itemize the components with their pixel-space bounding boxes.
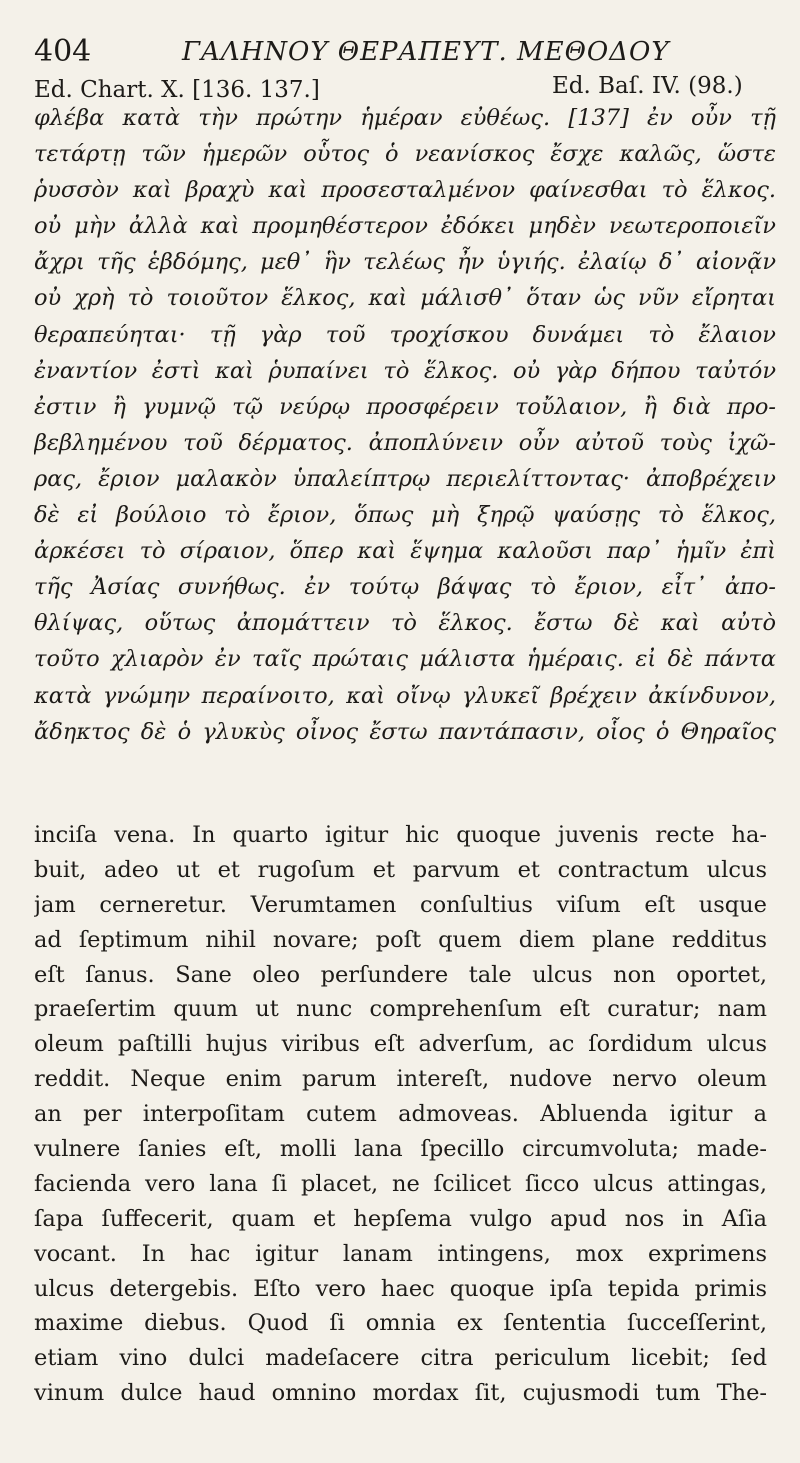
latin-text-line: maxime diebus. Quod ſi omnia ex ſententia ſucceſſerint, xyxy=(34,1310,767,1337)
greek-text-line: οὐ χρὴ τὸ τοιοῦτον ἕλκος, καὶ μάλισθ᾽ ὅταν ὡς νῦν εἴρηται xyxy=(34,285,776,312)
latin-text-line: vinum dulce haud omnino mordax ſit, cujusmodi tum The- xyxy=(34,1380,767,1407)
greek-text-line: ἀρκέσει τὸ σίραιον, ὅπερ καὶ ἕψημα καλοῦσι παρ᾽ ἡμῖν ἐπὶ xyxy=(34,538,776,565)
latin-text-line: ſapa ſuffecerit, quam et hepſema vulgo apud nos in Aſia xyxy=(34,1205,767,1232)
latin-text-line: ulcus detergebis. Eſto vero haec quoque ipſa tepida primis xyxy=(34,1275,767,1302)
latin-text-line: vocant. In hac igitur lanam intingens, mox exprimens xyxy=(34,1240,767,1267)
greek-text-line: ἐναντίον ἐστὶ καὶ ῥυπαίνει τὸ ἕλκος. οὐ γὰρ δήπου ταὐτόν xyxy=(34,357,776,384)
latin-text-block xyxy=(34,818,767,1411)
greek-text-line: δὲ εἰ βούλοιο τὸ ἔριον, ὅπως μὴ ξηρῷ ψαύσῃς τὸ ἕλκος, xyxy=(34,502,776,529)
greek-text-line: οὐ μὴν ἀλλὰ καὶ προμηθέστερον ἐδόκει μηδὲν νεωτεροποιεῖν xyxy=(34,213,776,240)
page-number: 404 xyxy=(34,34,92,69)
greek-text-line: φλέβα κατὰ τὴν πρώτην ἡμέραν εὐθέως. [137] ἐν οὖν τῇ xyxy=(34,105,776,131)
greek-text-line: ἄδηκτος δὲ ὁ γλυκὺς οἶνος ἔστω παντάπασιν, οἷος ὁ Θηραῖος xyxy=(34,718,776,745)
latin-text-line: vulnere ſanies eſt, molli lana ſpecillo circumvoluta; made- xyxy=(34,1136,767,1163)
greek-text-line: τετάρτῃ τῶν ἡμερῶν οὗτος ὁ νεανίσκος ἔσχε καλῶς, ὥστε xyxy=(34,141,776,168)
greek-text-line: τῆς Ἀσίας συνήθως. ἐν τούτῳ βάψας τὸ ἔριον, εἶτ᾽ ἀπο- xyxy=(34,574,776,601)
latin-text-line: jam cerneretur. Verumtamen conſultius viſum eſt usque xyxy=(34,891,767,918)
latin-text-line: an per interpoſitam cutem admoveas. Abluenda igitur a xyxy=(34,1101,767,1128)
edition-reference-chartier: Ed. Chart. X. [136. 137.] xyxy=(34,77,320,103)
latin-text-line: oleum paſtilli hujus viribus eſt adverſum, ac ſordidum ulcus xyxy=(34,1031,767,1058)
greek-text-line: ἄχρι τῆς ἑβδόμης, μεθ᾽ ἣν τελέως ἦν ὑγιής. ἐλαίῳ δ᾽ αἰονᾷν xyxy=(34,249,776,276)
greek-text-line: κατὰ γνώμην περαίνοιτο, καὶ οἴνῳ γλυκεῖ βρέχειν ἀκίνδυνον, xyxy=(34,682,776,709)
latin-text-line: reddit. Neque enim parum intereſt, nudove nervo oleum xyxy=(34,1066,767,1093)
latin-text-line: eſt ſanus. Sane oleo perſundere tale ulcus non oportet, xyxy=(34,961,767,988)
latin-text-line: praeſertim quum ut nunc comprehenſum eſt curatur; nam xyxy=(34,996,767,1023)
greek-text-line: θλίψας, οὕτως ἀπομάττειν τὸ ἕλκος. ἔστω δὲ καὶ αὐτὸ xyxy=(34,610,776,637)
latin-text-line: inciſa vena. In quarto igitur hic quoque juvenis recte ha- xyxy=(34,822,767,848)
greek-text-line: ῥυσσὸν καὶ βραχὺ καὶ προσεσταλμένον φαίνεσθαι τὸ ἕλκος. xyxy=(34,177,776,204)
greek-text-line: ἐστιν ἢ γυμνῷ τῷ νεύρῳ προσφέρειν τοὔλαιον, ἢ διὰ προ- xyxy=(34,393,776,420)
page-header xyxy=(34,28,774,68)
latin-text-line: buit, adeo ut et rugoſum et parvum et contractum ulcus xyxy=(34,856,767,883)
greek-text-line: ρας, ἔριον μαλακὸν ὑπαλείπτρῳ περιελίττοντας· ἀποβρέχειν xyxy=(34,465,776,492)
edition-reference-basel: Ed. Baſ. IV. (98.) xyxy=(552,73,743,99)
greek-text-block xyxy=(34,100,776,750)
greek-text-line: τοῦτο χλιαρὸν ἐν ταῖς πρώταις μάλιστα ἡμέραις. εἰ δὲ πάντα xyxy=(34,646,776,673)
latin-text-line: ad ſeptimum nihil novare; poſt quem diem plane redditus xyxy=(34,926,767,953)
latin-text-line: facienda vero lana ſi placet, ne ſcilicet ſicco ulcus attingas, xyxy=(34,1170,767,1197)
latin-text-line: etiam vino dulci madeſacere citra periculum licebit; ſed xyxy=(34,1345,767,1372)
greek-text-line: βεβλημένου τοῦ δέρματος. ἀποπλύνειν οὖν αὐτοῦ τοὺς ἰχῶ- xyxy=(34,429,776,456)
running-title: ΓΑΛΗΝΟΥ ΘΕΡΑΠΕΥΤ. ΜΕΘΟΔΟΥ xyxy=(182,37,670,67)
greek-text-line: θεραπεύηται· τῇ γὰρ τοῦ τροχίσκου δυνάμει τὸ ἔλαιον xyxy=(34,321,776,348)
